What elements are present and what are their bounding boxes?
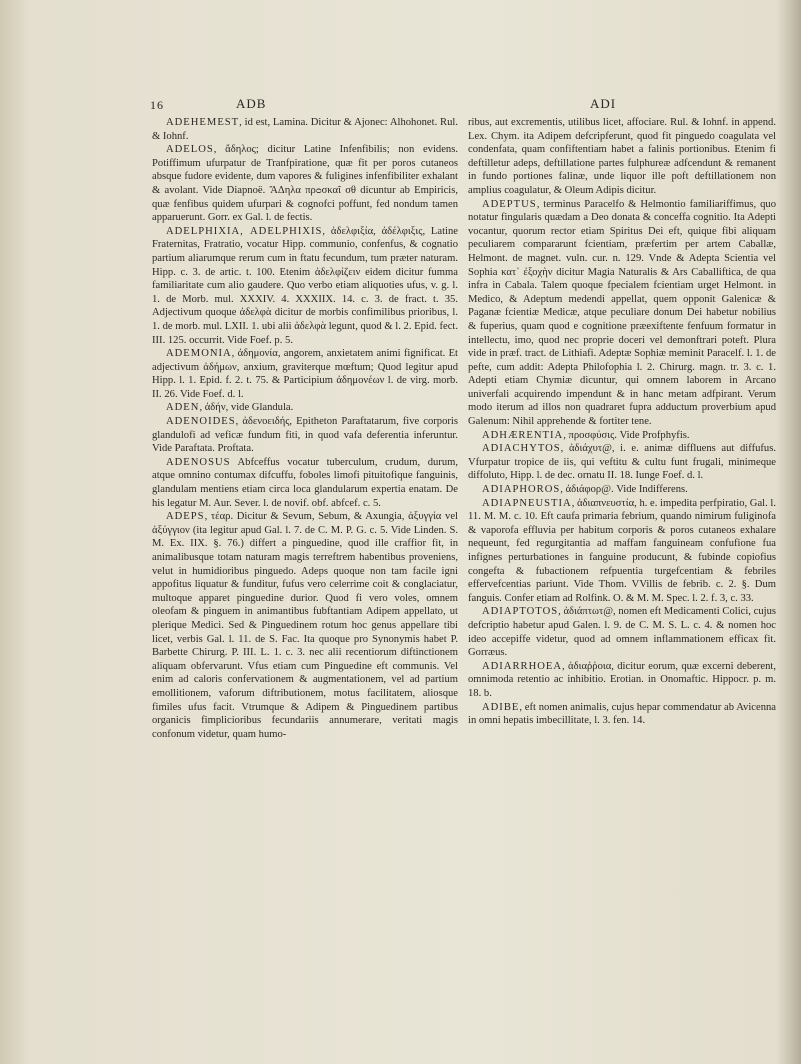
entry-headword: ADIAPHOROS [482, 484, 561, 496]
entry-text: , ἀδιάπτωτ@, nomen eft Medicamenti Colici, cujus defcriptio habetur apud Galen. l. 9. de C. M. S. L. c. 4. & nomen hoc ideo accepiffe videtur, quod ad omnem inflammationem efficax fit. Gorræus. [468, 606, 776, 659]
dictionary-entry [468, 605, 776, 659]
entry-text: , ἀδήν, vide Glandula. [199, 402, 294, 414]
dictionary-entry [468, 660, 776, 701]
dictionary-entry [468, 198, 776, 429]
dictionary-entry [152, 116, 458, 143]
page-edge-shadow [777, 0, 801, 1064]
dictionary-entry [152, 347, 458, 401]
entry-headword: ADIACHYTOS [482, 443, 561, 455]
dictionary-entry [152, 225, 458, 347]
entry-headword: ADEPS [166, 511, 205, 523]
entry-headword: ADEN [166, 402, 200, 414]
entry-headword: ADENOSUS [166, 456, 231, 468]
entry-text: , ἀδιαῤῥοια, dicitur eorum, quæ excerni deberent, omnimoda retentio ac inhibitio. Erotian. in Onomaftic. Hippocr. p. m. 18. b. [468, 660, 776, 699]
dictionary-entry [152, 456, 458, 510]
right-column [468, 116, 776, 728]
entry-text: , ἄδηλος; dicitur Latine Infenfibilis; non evidens. Potiffimum ufurpatur de Tranfpiratione, quæ fit per poros cutaneos absque fudore evidente, dum vapores & fuligines infenfibiliter exhalant & avolant. Vide Diapnoë. ἌΔηλα πρᴑσκαῖ σθ dicuntur ab Empiricis, quæ fenfibus quidem ufurpari & cognofci poffunt, fed nondum tamen apparuerunt. Gorr. ex Gal. l. de fectis. [152, 144, 458, 224]
dictionary-entry [468, 483, 776, 497]
running-head-left: ADB [236, 96, 267, 111]
entry-text: , τέαρ. Dicitur & Sevum, Sebum, & Axungia, ἀξυγγία vel ἀξύγγιον (ita legitur apud Gal. l. 7. de C. M. P. G. c. 5. Vide Linden. S. M. Ex. IIX. §. 76.) differt a pinguedine, quod ille craffior fit, in animalibusque totam naturam magis terreftrem habentibus proveniens, velut in humidioribus pinguedo. Adeps quoque non tam facile igni appofitus liquatur & funditur, fufus vero celerrime coit & conglaciatur, multoque apparet pinguedine durior. Quod fi vero voles, omnem oleofam & pinguem in animantibus fubftantiam Adipem appellato, ut plerique Medici. Sed & Pinguedinem rotum hoc genus appellare tibi licet, verbis Gal. l. 11. de S. Fac. Ita quoque pro Synonymis habet P. Barbette Chirurg. P. III. L. 1. c. 3. nec alii recentiorum diftinctionem aliquam obfervarunt. Vfus etiam cum Pinguedine eft communis. Vel enim ad caloris confervationem & augmentationem, vel ad partium emollitionem, vaforum diftributionem, motus facilitatem, aliosque fimiles ufus facit. Vtrumque & Adipem & Pinguedinem partibus organicis fimplicioribus fecundariis annumerare, veritati magis confonum videtur, quam humo- [152, 511, 458, 740]
entry-headword: ADHÆRENTIA [482, 429, 564, 441]
dictionary-entry [152, 510, 458, 741]
entry-headword: ADELPHIXIA, ADELPHIXIS [166, 225, 323, 237]
entry-headword: ADEMONIA [166, 348, 232, 360]
entry-headword: ADENOIDES [166, 416, 236, 428]
dictionary-entry [152, 401, 458, 415]
running-head-right: ADI [590, 96, 617, 111]
dictionary-entry [152, 415, 458, 456]
dictionary-entry [468, 116, 776, 198]
entry-text: , ἀδιαπνευστία, h. e. impedita perfpiratio, Gal. l. 11. M. M. c. 10. Eft caufa primaria febrium, quando nimirum fuliginofa & vaporofa effluvia per habitum corporis & poros cutaneos exhalare nequeunt, fed regurgitantia ad maffam fanguineam confufione fua infignes perturbationes in fanguine producunt, & fubinde copiofius congefta & fubactionem refpuentia turgefcentiam & febriles effervefcentias pariunt. Vide Thom. VVillis de febrib. c. 2. §. Dum fanguis. Confer etiam ad Rolfink. O. & M. M. Spec. l. 2. f. 3, c. 33. [468, 497, 776, 604]
entry-text: , ἀδιάχυτ@, i. e. animæ diffluens aut diffufus. Vfurpatur tropice de iis, qui veftitu & cultu funt frugali, minimeque diffoluto, Hipp. l. de dec. ornatu II. 18. Iunge Foef. d. l. [468, 443, 776, 482]
entry-text: , ἀδημονία, angorem, anxietatem animi fignificat. Et adjectivum ἀδήμων, anxium, graviterque mœftum; Quod legitur apud Hipp. l. 1. Epid. f. 2. t. 75. & Participium ἀδημονέων l. de virg. morb. II. 26. Vide Foef. d. l. [152, 348, 458, 400]
entry-text: , terminus Paracelfo & Helmontio familiariffimus, quo notatur fingularis quædam a Deo donata & conceffa cognitio. Ita Adepti vocantur, quorum rector etiam Spiritus Dei eft, quique fibi aliquam peculiarem compararunt fcientiam, præfertim per artem Caballæ, Helmont. de magnet. vuln. cur. n. 129. Vnde & Adepta Scientia vel Sophia κατ᾽ ἐξοχὴν dicitur Magia Naturalis & Ars Caballiftica, de qua infra in Cabala. Talem quoque fpecialem fcientiam urget Helmont. in Medico, & Adeptum medendi appellat, quem opponit Galenicæ & Paganæ fcientiæ Medicæ, atque peculiare donum Dei habetur nobilius & fuperius, quam quod e cognitione præexiftente fenfuum formatur in intellectu, imo, quod nec proprie doceri vel demonftrari poteft. Plura vide in præf. tract. de Lithiafi. Adeptæ Sophiæ meminit Paracelf. l. 1. de pefte, cum addit: Adepta Philofophia l. 2. Chirurg. magn. tr. 3. c. 1. Adepti etiam Chymiæ dicuntur, qui omnem laborem in Arcano univerfali acquirendo impendunt & in hanc metam adfpirant. Verum modo iterum ad illos non quadraret fupra adductum proverbium apud Galenum: Nihil apprehende & fortiter tene. [468, 198, 776, 428]
dictionary-entry [468, 497, 776, 606]
entry-headword: ADIAPNEUSTIA [482, 497, 572, 509]
entry-text: ribus, aut excrementis, utilibus licet, affociare. Rul. & Iohnf. in append. Lex. Chym. ita Adipem defcripferunt, quod fit pinguedo coagulata vel condenfata, quam confiftentiam habet a falinis portionibus. Etenim fi deftilletur adeps, deftillatione partes fulphureæ adfcendunt & remanent in fundo portiones falinæ, unde liquor ille poft deftillationem non amplius coagulatur, & Oleum Adipis dicitur. [468, 117, 776, 196]
page-number: 16 [150, 98, 164, 112]
entry-headword: ADIAPTOTOS [482, 606, 559, 618]
entry-headword: ADELOS [166, 144, 214, 156]
dictionary-entry [468, 429, 776, 443]
dictionary-entry [152, 143, 458, 225]
entry-text: , eft nomen animalis, cujus hepar commendatur ab Avicenna in omni hepatis imbecillitate, l. 3. fen. 14. [468, 701, 776, 727]
entry-headword: ADEHEMEST [166, 117, 240, 128]
entry-headword: ADIARRHOEA [482, 660, 563, 672]
dictionary-entry [468, 442, 776, 483]
entry-headword: ADIBE [482, 701, 520, 713]
entry-text: , ἀδενοειδής, Epitheton Paraftatarum, five corporis glandulofi ad veficæ fundum fiti, in quod vafa deferentia inferuntur. Vide Paraftata. Proftata. [152, 416, 458, 455]
entry-text: , ἀδιάφορ@. Vide Indifferens. [560, 484, 688, 496]
dictionary-entry [468, 701, 776, 728]
left-column [152, 116, 458, 741]
entry-text: , προσφύσις. Vide Profphyfis. [563, 429, 690, 441]
entry-text: Abfceffus vocatur tuberculum, crudum, durum, atque omnino contumax difcuffu, foboles limofi pituitofique fanguinis, glandulam mentiens etiam circa loca glandularum expertia enatam. De his legatur M. Aur. Sever. l. de novif. obf. abfcef. c. 5. [152, 456, 458, 509]
entry-text: , ἀδελφιξία, ἀδέλφιξις, Latine Fraternitas, Fratratio, vocatur Hipp. communio, confenfus, & cognatio partium aliarumque rerum cum in ftatu fecundum, tum præter naturam. Hipp. c. 3. de artic. t. 100. Etenim ἀδελφίζειν eidem dicitur fumma familiaritate cum alio gaudere. Quo verbo etiam aliquoties ufus, v. g. l. 1. de Morb. mul. XXXIV. 4. XXXIIX. 14. c. 3. de fract. t. 35. Adjectivum quoque ἀδελφὰ dicitur de morbis confimilibus prioribus, l. 1. de morb. mul. LXII. 1. ubi alii ἀδελφὰ legunt, quod & l. 2. Epid. fect. III. 125. occurrit. Vide Foef. p. 5. [152, 225, 458, 346]
entry-text: , id est, Lamina. Dicitur & Ajonec: Alhohonet. Rul. & Iohnf. [152, 117, 458, 142]
entry-headword: ADEPTUS [482, 198, 537, 210]
page-header [0, 96, 801, 116]
